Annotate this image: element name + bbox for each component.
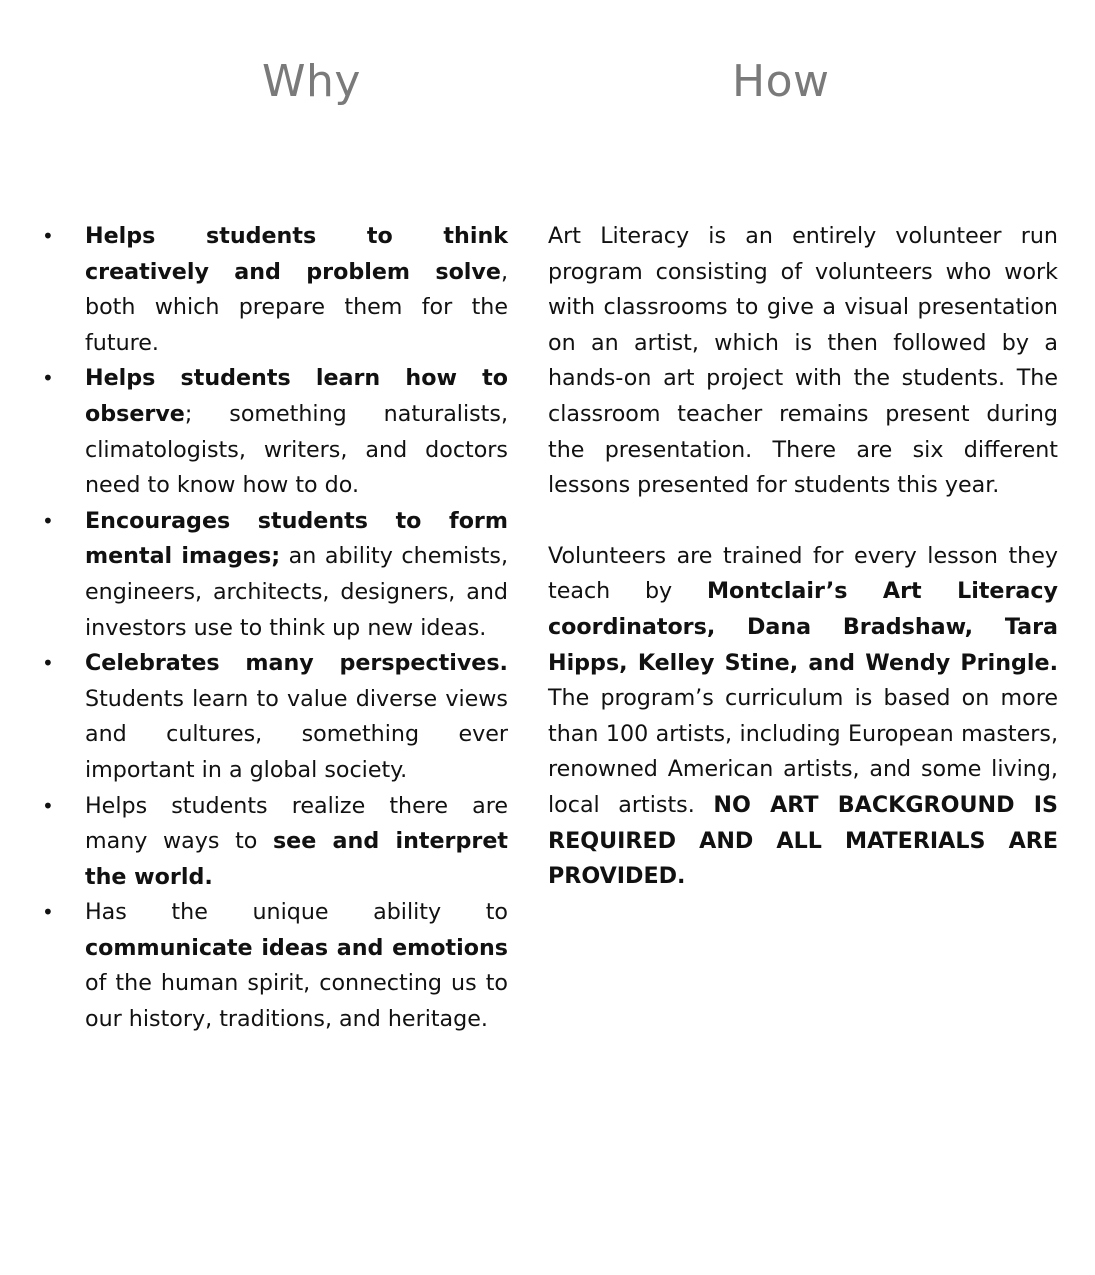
how-paragraph-2 bbox=[548, 539, 1058, 895]
bullet-icon: • bbox=[42, 366, 54, 391]
bullet-icon: • bbox=[42, 793, 54, 818]
why-heading: Why bbox=[262, 56, 361, 107]
bullet-text: Students learn to value diverse views and cultures, something ever important in a global society. bbox=[85, 685, 508, 783]
why-bullet-item bbox=[38, 361, 508, 503]
how-paragraph-1: Art Literacy is an entirely volunteer run program consisting of volunteers who work with classrooms to give a visual presentation on an artist, which is then followed by a hands-on art project with the students. The classroom teacher remains present during the presentation. There are six different lessons presented for students this year. bbox=[548, 223, 1058, 499]
why-bullet-item bbox=[38, 504, 508, 646]
bullet-icon: • bbox=[42, 224, 54, 248]
why-bullet-list bbox=[38, 219, 508, 1038]
bullet-text: Helps students realize there are many ways to bbox=[85, 792, 508, 855]
bullet-icon: • bbox=[42, 651, 54, 676]
bullet-text: an ability chemists, engineers, architects, designers, and investors use to think up new ideas. bbox=[85, 543, 508, 641]
why-column bbox=[38, 219, 508, 1038]
why-bullet-item bbox=[38, 789, 508, 896]
coordinators-bold-text: Montclair’s Art Literacy coordinators, Dana Bradshaw, Tara Hipps, Kelley Stine, and Wendy Pringle. bbox=[548, 578, 1059, 676]
no-background-required-text: NO ART BACKGROUND IS REQUIRED AND ALL MATERIALS ARE PROVIDED. bbox=[548, 791, 1058, 890]
paragraph-text: Volunteers are trained for every lesson they teach by bbox=[548, 542, 1058, 605]
why-bullet-item bbox=[38, 646, 508, 788]
how-heading: How bbox=[732, 56, 830, 107]
how-column bbox=[548, 219, 1058, 895]
bullet-text: , both which prepare them for the future. bbox=[85, 258, 508, 356]
bullet-bold-text: communicate ideas and emotions bbox=[85, 934, 508, 961]
bullet-icon: • bbox=[42, 508, 54, 533]
bullet-text: Has the unique ability to bbox=[85, 899, 508, 926]
bullet-text: of the human spirit, connecting us to our history, traditions, and heritage. bbox=[85, 970, 508, 1033]
bullet-icon: • bbox=[42, 900, 54, 925]
bullet-bold-text: Helps students to think creatively and problem solve bbox=[85, 223, 508, 285]
bullet-bold-text: Celebrates many perspectives. bbox=[85, 650, 508, 677]
bullet-bold-text: see and interpret the world. bbox=[85, 828, 508, 890]
bullet-bold-text: Encourages students to form mental images; bbox=[85, 507, 508, 570]
bullet-bold-text: Helps students learn how to observe bbox=[85, 365, 508, 427]
why-bullet-item bbox=[38, 895, 508, 1037]
bullet-text: ; something naturalists, climatologists, writers, and doctors need to know how to do. bbox=[85, 400, 508, 499]
paragraph-text: The program’s curriculum is based on more than 100 artists, including European masters, renowned American artists, and some living, local artists. bbox=[548, 685, 1058, 818]
why-bullet-item bbox=[38, 219, 508, 361]
